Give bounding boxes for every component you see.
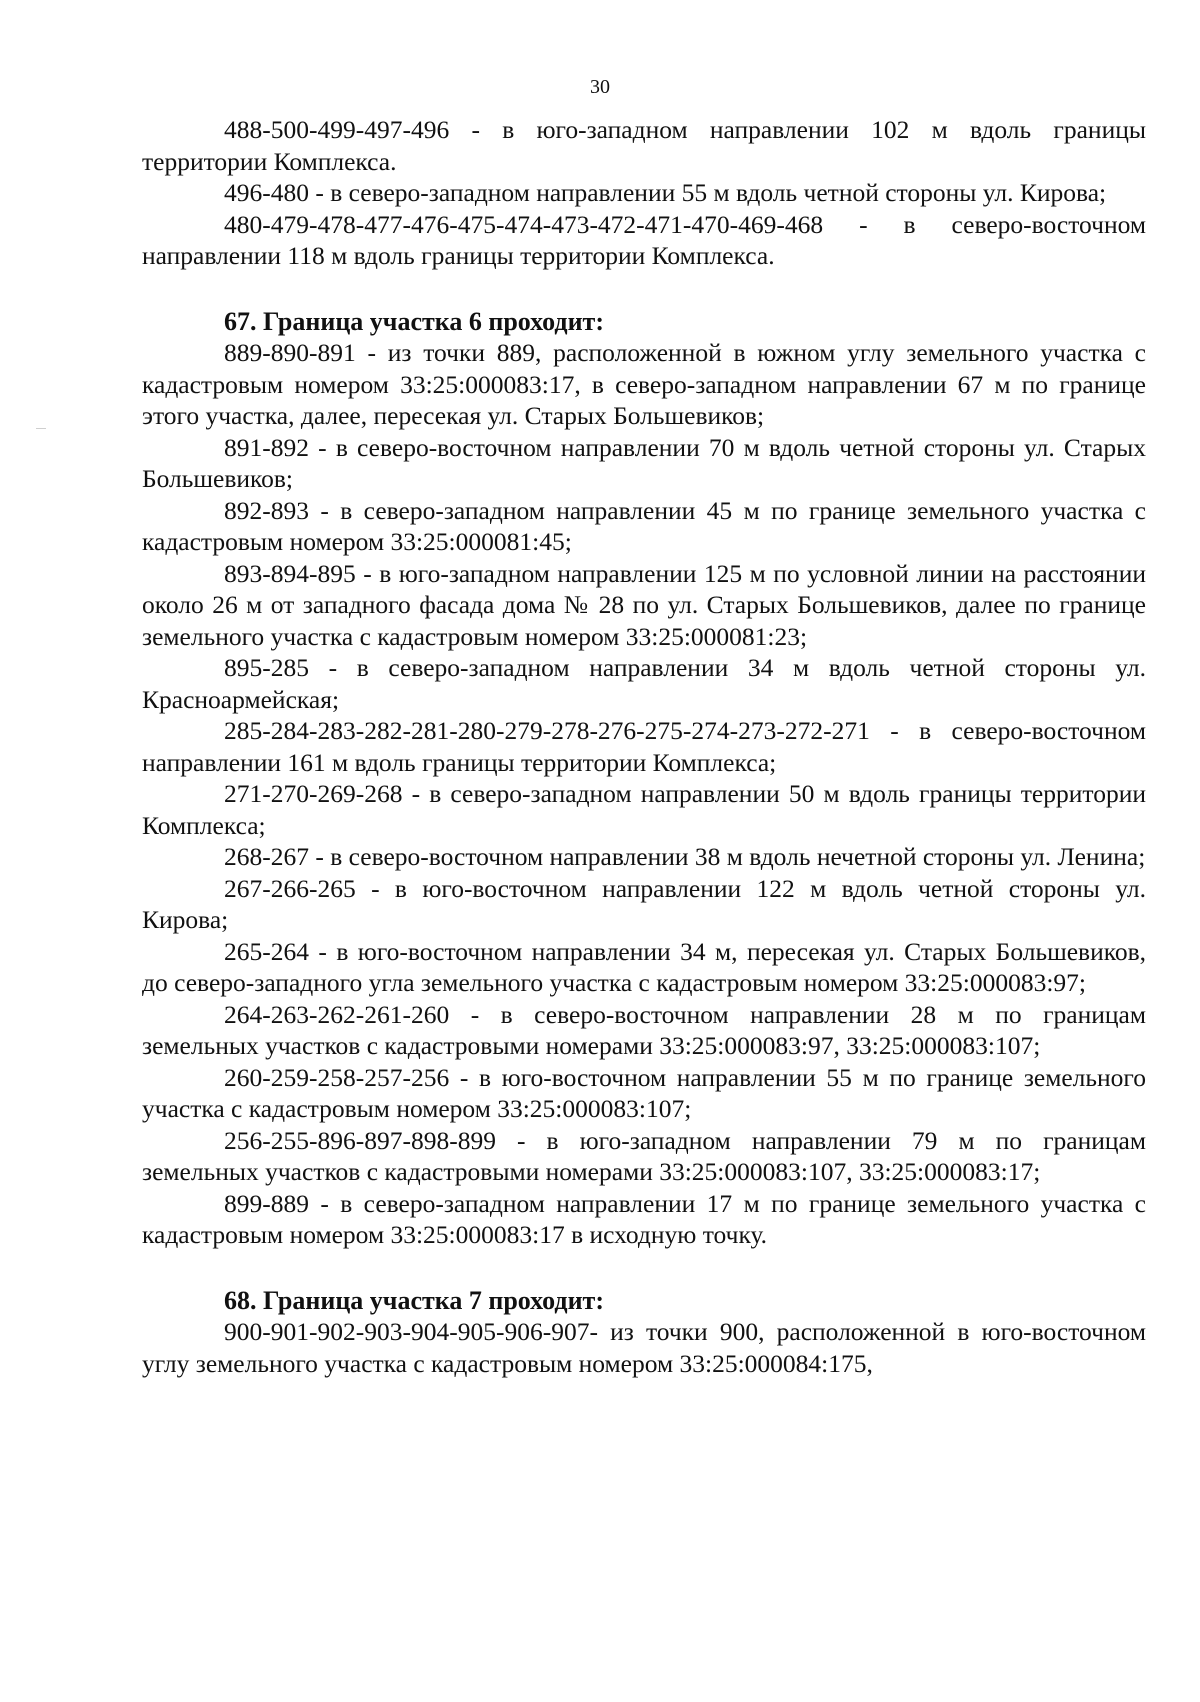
document-body bbox=[142, 114, 1146, 1379]
boundary-segment-paragraph: 260-259-258-257-256 - в юго-восточном направлении 55 м по границе земельного участка с кадастровым номером 33:25:000083:107; bbox=[142, 1062, 1146, 1123]
boundary-segment-paragraph: 496-480 - в северо-западном направлении 55 м вдоль четной стороны ул. Кирова; bbox=[224, 178, 1107, 207]
section-heading-68: 68. Граница участка 7 проходит: bbox=[224, 1285, 604, 1315]
boundary-segment-paragraph: 889-890-891 - из точки 889, расположенной в южном углу земельного участка с кадастровым номером 33:25:000083:17, в северо-западном направлении 67 м по границе этого участка, далее, пересекая ул. Старых Большевиков; bbox=[142, 338, 1146, 430]
boundary-segment-paragraph: 892-893 - в северо-западном направлении 45 м по границе земельного участка с кадастровым номером 33:25:000081:45; bbox=[142, 495, 1146, 556]
boundary-segment-paragraph: 891-892 - в северо-восточном направлении 70 м вдоль четной стороны ул. Старых Большевиков; bbox=[142, 432, 1146, 493]
boundary-segment-paragraph: 893-894-895 - в юго-западном направлении 125 м по условной линии на расстоянии около 26 м от западного фасада дома № 28 по ул. Старых Большевиков, далее по границе земельного участка с кадастровым номером 33:25:000081:23; bbox=[142, 558, 1146, 651]
boundary-segment-paragraph: 895-285 - в северо-западном направлении 34 м вдоль четной стороны ул. Красноармейская; bbox=[142, 653, 1146, 714]
boundary-segment-paragraph: 264-263-262-261-260 - в северо-восточном направлении 28 м по границам земельных участков с кадастровыми номерами 33:25:000083:97, 33:25:000083:107; bbox=[142, 999, 1146, 1060]
scan-mark bbox=[36, 428, 46, 429]
boundary-segment-paragraph: 480-479-478-477-476-475-474-473-472-471-470-469-468 - в северо-восточном направлении 118 м вдоль границы территории Комплекса. bbox=[142, 209, 1146, 270]
page-number: 30 bbox=[590, 76, 610, 98]
boundary-segment-paragraph: 899-889 - в северо-западном направлении 17 м по границе земельного участка с кадастровым номером 33:25:000083:17 в исходную точку. bbox=[142, 1188, 1146, 1249]
section-heading-67: 67. Граница участка 6 проходит: bbox=[224, 306, 604, 336]
boundary-segment-paragraph: 265-264 - в юго-восточном направлении 34 м, пересекая ул. Старых Большевиков, до северо-западного угла земельного участка с кадастровым номером 33:25:000083:97; bbox=[142, 936, 1146, 997]
boundary-segment-paragraph: 488-500-499-497-496 - в юго-западном направлении 102 м вдоль границы территории Комплекса. bbox=[142, 115, 1146, 176]
boundary-segment-paragraph: 267-266-265 - в юго-восточном направлении 122 м вдоль четной стороны ул. Кирова; bbox=[142, 873, 1146, 934]
boundary-segment-paragraph: 268-267 - в северо-восточном направлении 38 м вдоль нечетной стороны ул. Ленина; bbox=[224, 842, 1146, 871]
boundary-segment-paragraph: 256-255-896-897-898-899 - в юго-западном направлении 79 м по границам земельных участков с кадастровыми номерами 33:25:000083:107, 33:25:000083:17; bbox=[142, 1125, 1146, 1186]
boundary-segment-paragraph: 285-284-283-282-281-280-279-278-276-275-274-273-272-271 - в северо-восточном направлении 161 м вдоль границы территории Комплекса; bbox=[142, 716, 1146, 777]
boundary-segment-paragraph: 900-901-902-903-904-905-906-907- из точки 900, расположенной в юго-восточном углу земельного участка с кадастровым номером 33:25:000084:175, bbox=[142, 1317, 1146, 1378]
boundary-segment-paragraph: 271-270-269-268 - в северо-западном направлении 50 м вдоль границы территории Комплекса; bbox=[142, 779, 1146, 840]
